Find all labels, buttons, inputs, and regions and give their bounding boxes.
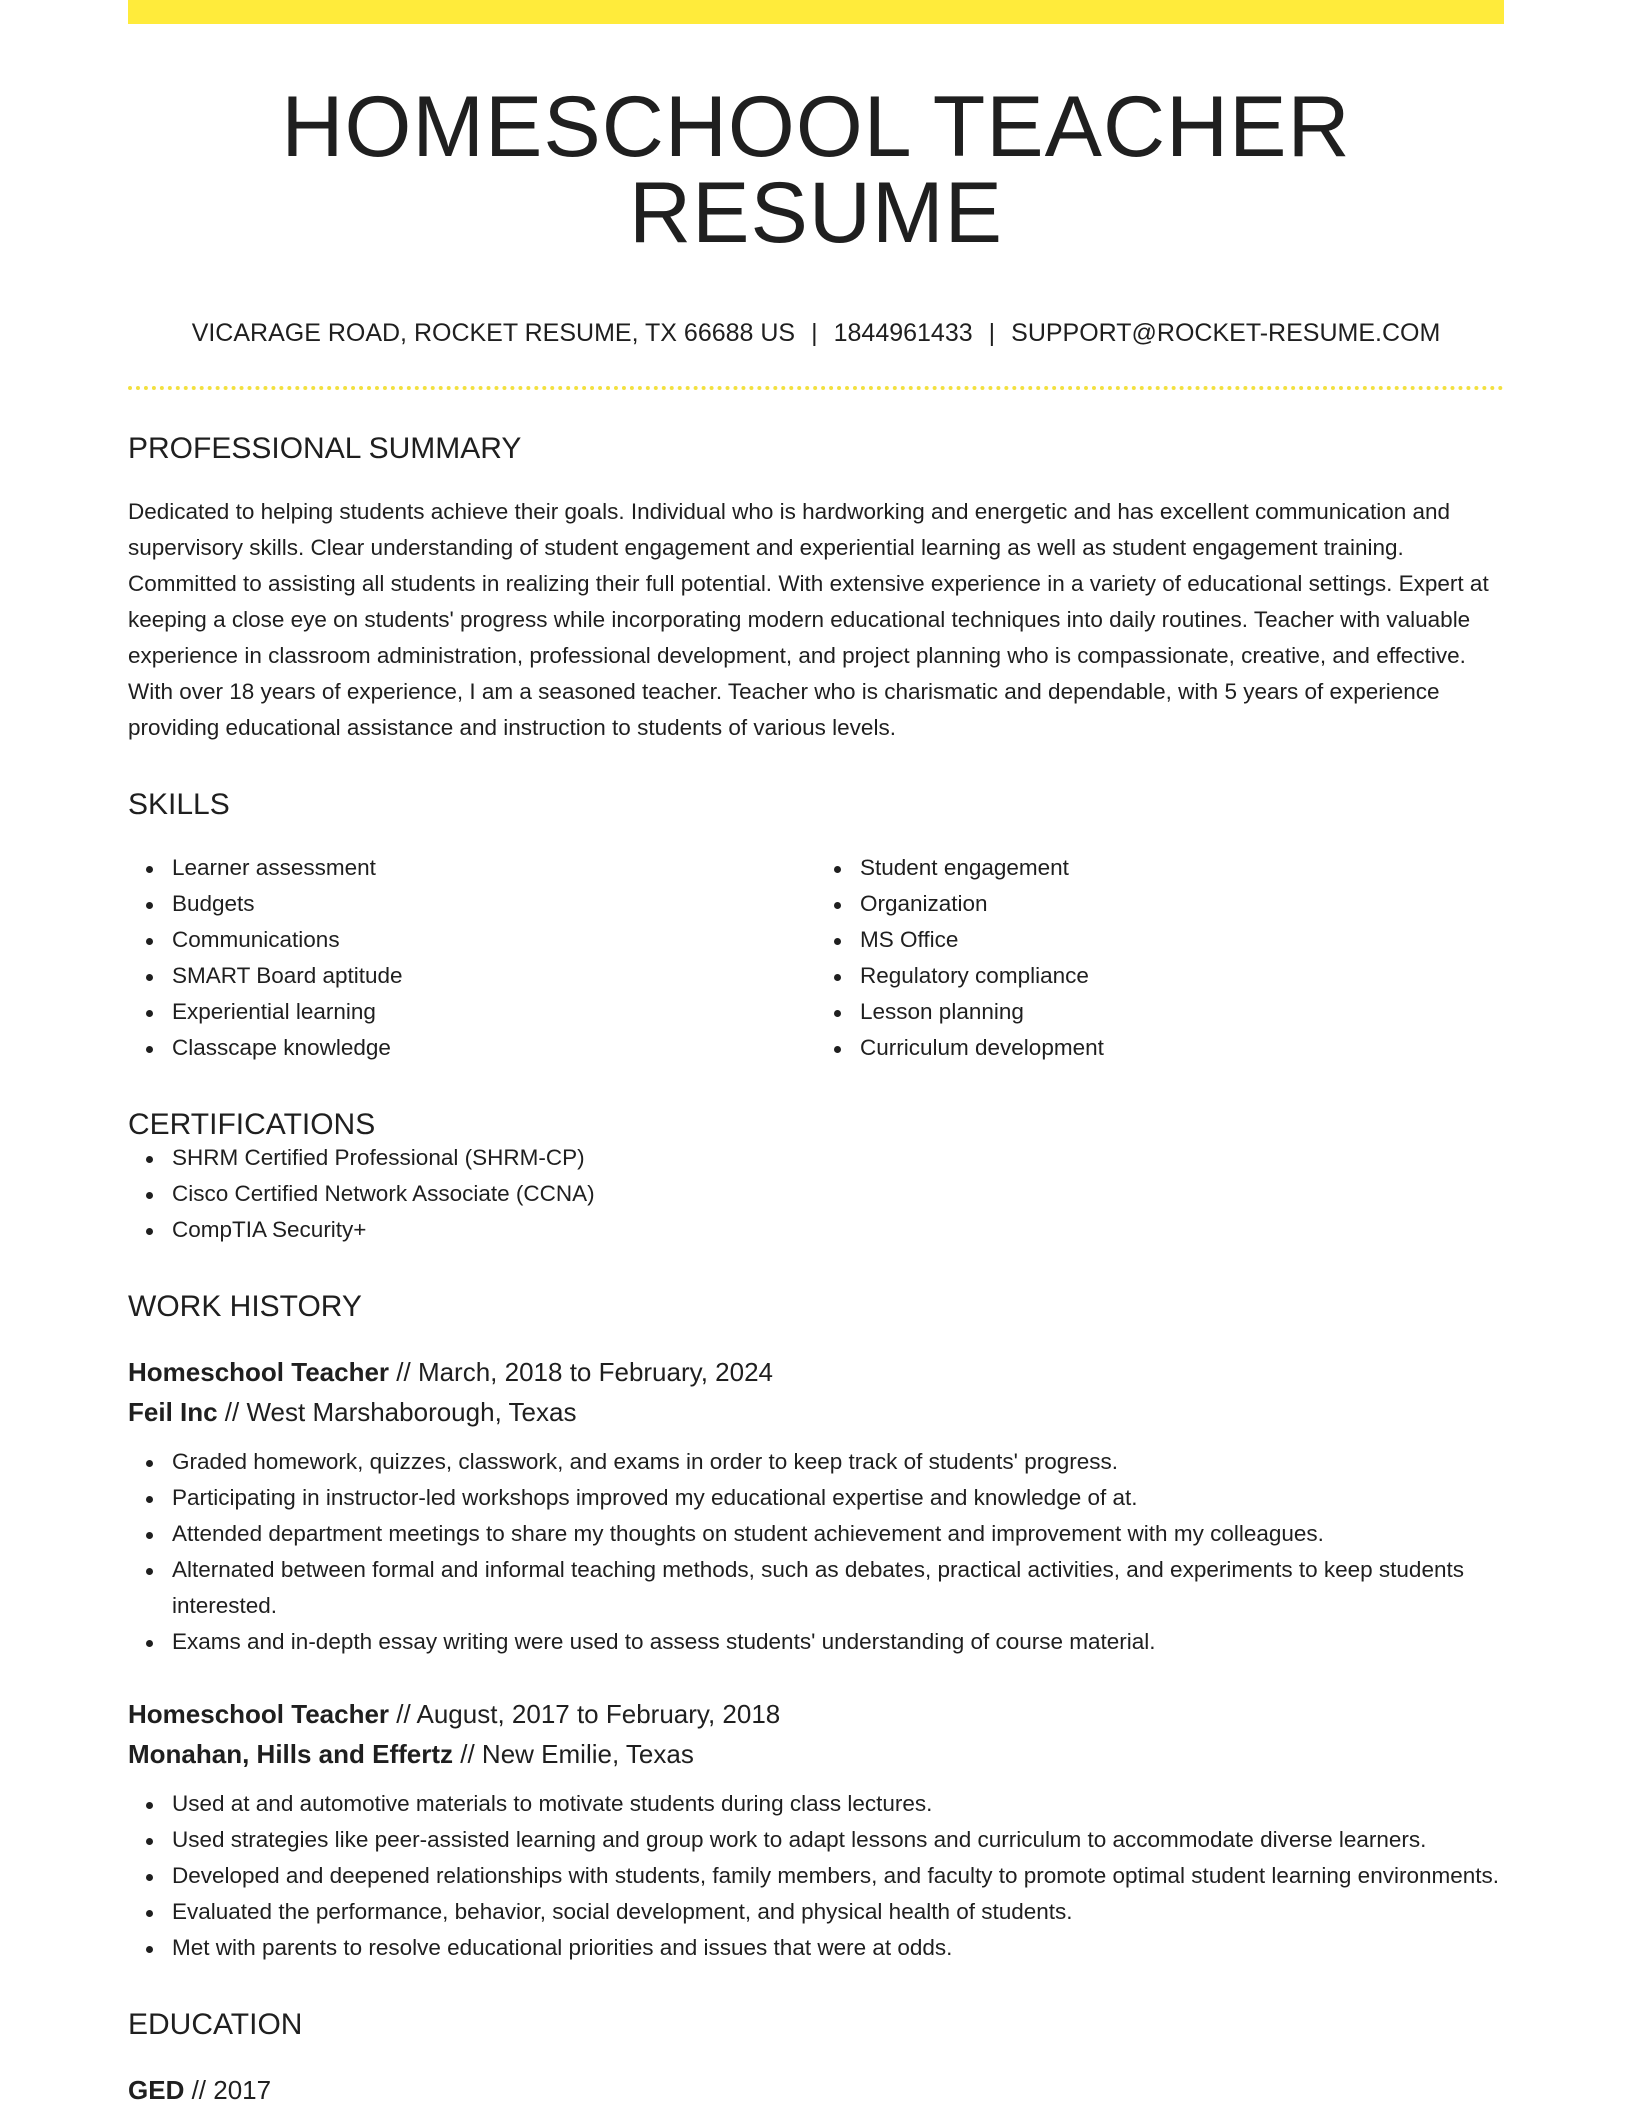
skill-item: Experiential learning [172, 994, 816, 1030]
email-link[interactable]: SUPPORT@ROCKET-RESUME.COM [1011, 319, 1441, 347]
skill-item: Budgets [172, 886, 816, 922]
duty-item: Used at and automotive materials to motivate students during class lectures. [172, 1786, 1504, 1822]
skill-item: Student engagement [860, 850, 1504, 886]
skill-item: Organization [860, 886, 1504, 922]
phone: 1844961433 [833, 319, 973, 347]
skill-item: Learner assessment [172, 850, 816, 886]
contact-line [128, 318, 1504, 348]
certification-item: Cisco Certified Network Associate (CCNA) [172, 1176, 1504, 1212]
duty-item: Graded homework, quizzes, classwork, and exams in order to keep track of students' progress. [172, 1444, 1504, 1480]
summary-text: Dedicated to helping students achieve their goals. Individual who is hardworking and energetic and has excellent communication and supervisory skills. Clear understanding of student engagement and experiential learning as well as student engagement training. Committed to assisting all students in realizing their full potential. With extensive experience in a variety of educational settings. Expert at keeping a close eye on students' progress while incorporating modern educational techniques into daily routines. Teacher with valuable experience in classroom administration, professional development, and project planning who is compassionate, creative, and effective. With over 18 years of experience, I am a seasoned teacher. Teacher who is charismatic and dependable, with 5 years of experience providing educational assistance and instruction to students of various levels. [128, 499, 1489, 740]
duty-item: Alternated between formal and informal teaching methods, such as debates, practical activities, and experiments to keep students interested. [172, 1552, 1504, 1624]
duty-item: Met with parents to resolve educational priorities and issues that were at odds. [172, 1930, 1504, 1966]
skill-item: Classcape knowledge [172, 1030, 816, 1066]
skill-item: Communications [172, 922, 816, 958]
skills-columns [128, 850, 1504, 1066]
education-entry [128, 2070, 1504, 2110]
work-history-heading: WORK HISTORY [128, 1290, 362, 1323]
job-entry [128, 1694, 1504, 1966]
duty-item: Exams and in-depth essay writing were used to assess students' understanding of course material. [172, 1624, 1504, 1660]
job-entry [128, 1352, 1504, 1660]
skill-item: Regulatory compliance [860, 958, 1504, 994]
skill-item: Lesson planning [860, 994, 1504, 1030]
contact-separator: | [811, 319, 818, 347]
resume-title: HOMESCHOOL TEACHER RESUME [281, 79, 1351, 261]
skills-list-right [816, 850, 1504, 1066]
skill-item: SMART Board aptitude [172, 958, 816, 994]
duty-item: Used strategies like peer-assisted learning and group work to adapt lessons and curriculum to accommodate diverse learners. [172, 1822, 1504, 1858]
certification-item: CompTIA Security+ [172, 1212, 1504, 1248]
job-company: Feil Inc [128, 1397, 218, 1427]
address: VICARAGE ROAD, ROCKET RESUME, TX 66688 US [191, 319, 796, 347]
education-heading: EDUCATION [128, 2008, 303, 2041]
certification-item: SHRM Certified Professional (SHRM-CP) [172, 1140, 1504, 1176]
education-year: // 2017 [184, 2075, 272, 2105]
duty-item: Participating in instructor-led workshops improved my educational expertise and knowledge of at. [172, 1480, 1504, 1516]
job-company-line [128, 1734, 1504, 1774]
skills-list-left [128, 850, 816, 1066]
duty-item: Evaluated the performance, behavior, social development, and physical health of students. [172, 1894, 1504, 1930]
duty-item: Attended department meetings to share my thoughts on student achievement and improvement with my colleagues. [172, 1516, 1504, 1552]
job-dates: // August, 2017 to February, 2018 [389, 1699, 781, 1729]
job-title: Homeschool Teacher [128, 1357, 390, 1387]
duty-item: Developed and deepened relationships with students, family members, and faculty to promote optimal student learning environments. [172, 1858, 1504, 1894]
job-location: // New Emilie, Texas [453, 1739, 694, 1769]
job-title-line [128, 1352, 1504, 1392]
job-duties [128, 1444, 1504, 1660]
job-company: Monahan, Hills and Effertz [128, 1739, 454, 1769]
job-title-line [128, 1694, 1504, 1734]
skill-item: MS Office [860, 922, 1504, 958]
contact-separator: | [988, 319, 996, 347]
job-dates: // March, 2018 to February, 2024 [389, 1357, 773, 1387]
skill-item: Curriculum development [860, 1030, 1504, 1066]
job-title: Homeschool Teacher [128, 1699, 390, 1729]
certifications-list [128, 1140, 1504, 1248]
dotted-divider [128, 386, 1504, 390]
certifications-heading: CERTIFICATIONS [128, 1108, 376, 1141]
skills-heading: SKILLS [128, 788, 230, 821]
job-company-line [128, 1392, 1504, 1432]
summary-heading: PROFESSIONAL SUMMARY [128, 432, 522, 465]
job-location: // West Marshaborough, Texas [217, 1397, 577, 1427]
resume-page [128, 0, 1504, 2110]
job-duties [128, 1786, 1504, 1966]
education-degree: GED [128, 2075, 185, 2105]
accent-top-bar [128, 0, 1504, 24]
